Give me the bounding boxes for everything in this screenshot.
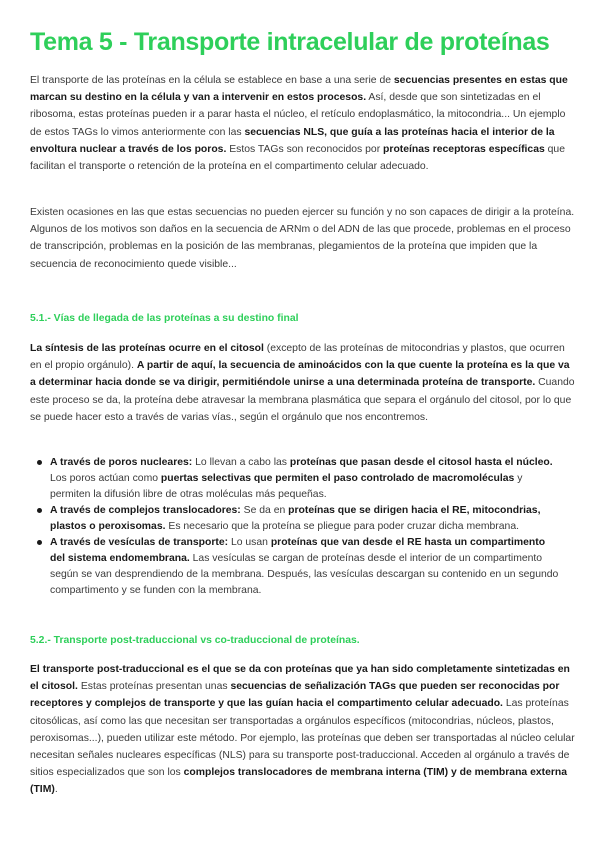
page-title: Tema 5 - Transporte intracelular de proteínas [30,28,550,56]
bullet-icon [37,508,42,513]
text-run: que facilitan el transporte o retención de la proteína en el compartimento celular adecuado. [30,143,565,173]
bold-text: proteínas que se dirigen hacia el RE, mitocondrias, plastos o peroxisomas. [50,505,541,532]
text-run: Lo llevan a cabo las [192,457,290,468]
text-run: Estas proteínas presentan unas [77,681,231,693]
text-run: Existen ocasiones en las que estas secuencias no pueden ejercer su función y no son capaces de dirigir a la proteína. Algunos de los motivos son daños en la secuencia de ARNm o del ADN de las que procede, problemas en el proceso de transcripción, problemas en la posición de las membranas, plegamientos de la proteína que impiden que la secuencia de reconocimiento quede visible... [30,207,575,270]
bold-text: A través de poros nucleares: [50,457,193,468]
text-run: y permiten la difusión libre de otras moléculas más pequeñas. [50,473,523,500]
bold-text: A través de complejos translocadores: [50,505,241,516]
bold-text: complejos translocadores de membrana interna (TIM) y de membrana externa (TIM) [30,767,568,796]
bold-text: puertas selectivas que permiten el paso controlado de macromoléculas [160,473,515,484]
section-1-paragraph [30,340,578,426]
text-run: Estos TAGs son reconocidos por [226,143,384,155]
text-run: . [54,784,58,796]
text-run: Así, desde que son sintetizadas en el ribosoma, estas proteínas pueden ir a parar hasta el núcleo, el retículo endoplasmático, la mitocondria... Un ejemplo de estos TAGs lo vimos anteriormente con las [30,92,566,138]
text-run: Es necesario que la proteína se pliegue para poder cruzar dicha membrana. [165,521,519,532]
list-item-text [50,457,553,500]
list-item [30,455,560,503]
text-run: El transporte de las proteínas en la célula se establece en base a una serie de [30,75,394,86]
section-2-paragraph [30,661,578,799]
text-run: Las proteínas citosólicas, así como las que necesitan ser transportadas a orgánulos específicos (mitocondrias, núcleos, plastos, peroxisomas...), pueden utilizar este método. Por ejemplo, las proteínas que deben ser transportadas al núcleo celular necesitan señales nucleares específicas (NLS) para su transporte post-traduccional. Acceden al orgánulo a través de sitios especializados que son los [30,698,575,779]
bullet-icon [37,460,42,465]
section-2-heading: 5.2.- Transporte post-traduccional vs co-traduccional de proteínas. [30,635,360,646]
bold-text: proteínas que van desde el RE hasta un compartimento del sistema endomembrana. [50,537,546,564]
text-run: Se da en [240,505,289,516]
intro-paragraph-1 [30,72,578,175]
bold-text: secuencias de señalización TAGs que pueden ser reconocidas por receptores y complejos de transporte y que las guían hacia el compartimento celular adecuado. [30,681,560,710]
bold-text: secuencias NLS, que guía a las proteínas hacia el interior de la envoltura nuclear a través de los poros. [30,126,555,155]
bold-text: proteínas que pasan desde el citosol hasta el núcleo. [289,457,553,468]
bold-text: proteínas receptoras específicas [383,143,545,155]
transport-routes-list [30,455,560,599]
bold-text: La síntesis de las proteínas ocurre en el citosol [30,343,264,354]
text-run: Las vesículas se cargan de proteínas desde el interior de un compartimento según se van desprendiendo de la membrana. Después, las vesículas descargan su contenido en un segundo compartimento y se funden con la membrana. [50,553,559,596]
bold-text: El transporte post-traduccional es el que se da con proteínas que ya han sido completamente sintetizadas en el citosol. [30,664,570,693]
list-item-text [50,505,540,532]
bold-text: secuencias presentes en estas que marcan su destino en la célula y van a intervenir en estos procesos. [30,75,568,104]
section-1-heading: 5.1.- Vías de llegada de las proteínas a su destino final [30,313,299,324]
text-run: Los poros actúan como [50,473,161,484]
text-run: (excepto de las proteínas de mitocondrias y plastos, que ocurren en el propio orgánulo). [30,343,565,372]
list-item [30,503,560,535]
list-item-text [50,537,558,596]
text-run: Lo usan [228,537,271,548]
bold-text: A través de vesículas de transporte: [50,537,229,548]
list-item [30,535,560,599]
intro-paragraph-2 [30,204,578,273]
bullet-icon [37,540,42,545]
bold-text: A partir de aquí, la secuencia de aminoácidos con la que cuente la proteína es la que va a determinar hacia donde se va dirigir, permitiéndole unirse a una determinada proteína de transporte. [30,360,570,389]
text-run: Cuando este proceso se da, la proteína debe atravesar la membrana plasmática que separa el orgánulo del citosol, por lo que se puede hacer esto a través de varias vías., según el orgánulo que nos encontremos. [30,377,575,423]
